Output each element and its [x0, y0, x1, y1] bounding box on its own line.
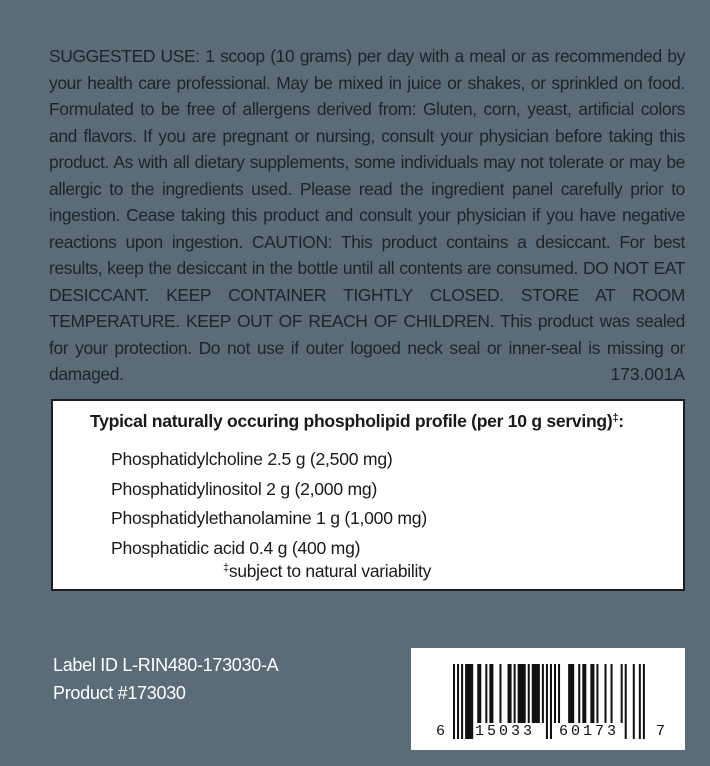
- product-number: Product #173030: [53, 683, 186, 703]
- footnote-text: subject to natural variability: [228, 561, 432, 581]
- barcode-lead-digit: 6: [436, 723, 446, 740]
- phospholipid-item: Phosphatidylinositol 2 g (2,000 mg): [111, 478, 378, 499]
- barcode-bars: [411, 648, 685, 750]
- profile-title-suffix: :: [618, 411, 624, 431]
- barcode-bar: [625, 664, 627, 739]
- barcode-check-digit: 7: [656, 723, 666, 740]
- phospholipid-item: Phosphatidylcholine 2.5 g (2,500 mg): [111, 449, 393, 469]
- profile-title: [90, 411, 624, 432]
- barcode-bar: [611, 664, 613, 723]
- barcode-bar: [621, 664, 623, 723]
- profile-title-mark: ‡: [612, 412, 619, 424]
- suggested-use-text: SUGGESTED USE: 1 scoop (10 grams) per day with a meal or as recommended by your health care professional. May be mixed in juice or shakes, or sprinkled on food. Formulated to be free of allergens derived from: Gluten, corn, yeast, artificial colors and flavors. If you are pregnant or nursing, consult your physician before taking this product. As with all dietary supplements, some individuals may not tolerate or may be allergic to the ingredients used. Please read the ingredient panel carefully prior to ingestion. Cease taking this product and consult your physician if you have negative reactions upon ingestion. CAUTION: This product contains a desiccant. For best results, keep the desiccant in the bottle until all contents are consumed. DO NOT EAT DESICCANT. KEEP CONTAINER TIGHTLY CLOSED. STORE AT ROOM TEMPERATURE. KEEP OUT OF REACH OF CHILDREN. This product was sealed for your protection. Do not use if outer logoed neck seal or inner-seal is missing or damaged.: [49, 46, 685, 384]
- phospholipid-profile-box: [51, 399, 685, 591]
- barcode-bar: [465, 664, 473, 739]
- barcode-bar: [596, 664, 598, 723]
- barcode-bar: [558, 664, 560, 723]
- barcode-bar: [550, 664, 552, 739]
- barcode-bar: [508, 664, 512, 723]
- lot-code: 173.001A: [610, 364, 685, 384]
- barcode-bar: [542, 664, 544, 723]
- barcode-bar: [590, 664, 594, 723]
- phospholipid-item: Phosphatidic acid 0.4 g (400 mg): [111, 537, 361, 558]
- barcode-bar: [643, 664, 645, 739]
- barcode-bar: [477, 664, 481, 723]
- label-id: Label ID L-RIN480-173030-A: [53, 655, 279, 675]
- barcode-bar: [528, 664, 530, 723]
- barcode-bar: [499, 664, 501, 723]
- phospholipid-list: [111, 445, 427, 563]
- barcode-bar: [489, 664, 493, 723]
- barcode-bar: [639, 664, 641, 739]
- barcode-bar: [453, 664, 455, 739]
- barcode-left-digits: 15033: [475, 723, 536, 740]
- profile-title-text: Typical naturally occuring phospholipid profile (per 10 g serving): [90, 411, 613, 431]
- barcode-bar: [546, 664, 548, 739]
- variability-footnote: [223, 561, 431, 582]
- label-info: [53, 651, 278, 707]
- barcode-bar: [605, 664, 607, 723]
- suggested-use-paragraph: [49, 43, 685, 388]
- barcode-right-digits: 60173: [559, 723, 620, 740]
- barcode-bar: [554, 664, 556, 723]
- barcode-bar: [578, 664, 580, 723]
- barcode-bar: [461, 664, 463, 739]
- barcode-bar: [633, 664, 635, 739]
- barcode-bar: [582, 664, 586, 723]
- barcode-bar: [514, 664, 516, 723]
- barcode-bar: [518, 664, 526, 723]
- barcode-bar: [457, 664, 459, 739]
- barcode-bar: [568, 664, 574, 723]
- footnote-mark: ‡: [223, 562, 229, 574]
- barcode-bar: [485, 664, 487, 723]
- phospholipid-item: Phosphatidylethanolamine 1 g (1,000 mg): [111, 508, 427, 528]
- barcode-bar: [532, 664, 540, 723]
- upc-barcode: [411, 648, 685, 750]
